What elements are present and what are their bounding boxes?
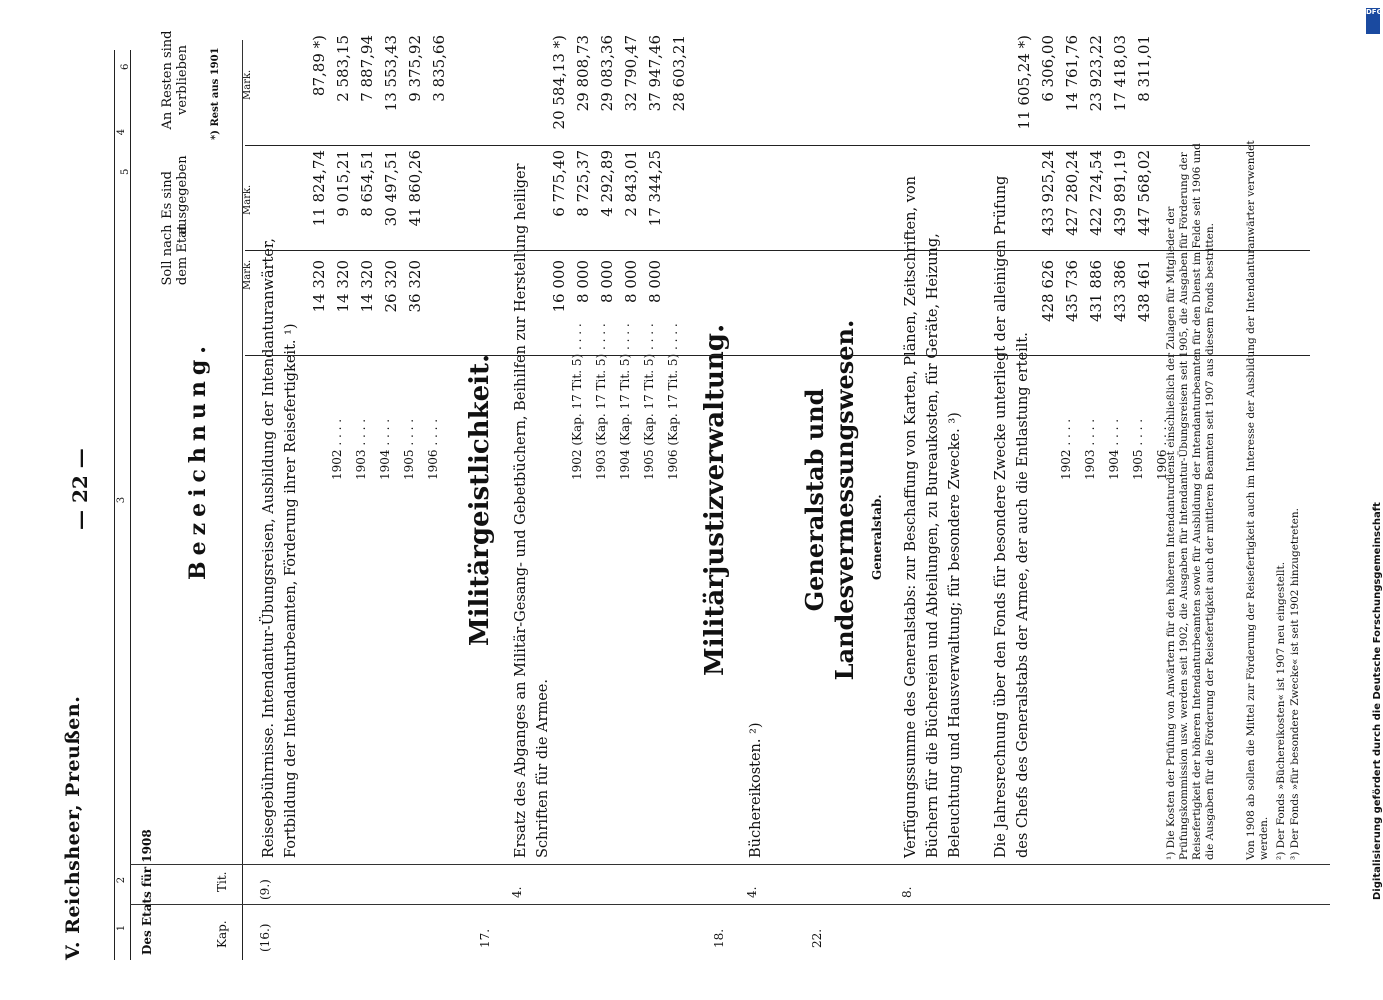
soll-value: 14 320 (334, 260, 352, 313)
row-17-text: Ersatz des Abganges an Militär-Gesang- und Gebetbüchern, Beihilfen zur Herstellung heiliger Schriften für die Armee. (513, 163, 551, 858)
col-number-1: 1 (116, 924, 127, 932)
dfg-badge: DFG (1366, 8, 1380, 34)
top-rule (114, 50, 115, 960)
soll-value: 433 386 (1111, 260, 1129, 323)
year-label: 1905 (Kap. 17 Tit. 5) . . . . (642, 323, 656, 480)
year-label: 1905 . . . . (402, 418, 416, 480)
aus-value: 422 724,54 (1087, 150, 1105, 236)
aus-value: 11 824,74 (310, 150, 328, 227)
rest-value: 23 923,22 (1087, 35, 1105, 112)
row-22-kap: 22. (810, 928, 824, 948)
soll-value: 8 000 (574, 260, 592, 303)
year-label: 1903 . . . . (354, 418, 368, 480)
year-label: 1903 (Kap. 17 Tit. 5) . . . . (594, 323, 608, 480)
soll-value: 14 320 (310, 260, 328, 313)
soll-value: 36 320 (406, 260, 424, 313)
rest-value: 8 311,01 (1135, 35, 1153, 102)
aus-value: 41 860,26 (406, 150, 424, 227)
aus-value: 439 891,19 (1111, 150, 1129, 236)
rest-value: 14 761,76 (1063, 35, 1081, 112)
col4-header-label: Soll nach dem Etat (160, 224, 190, 286)
sep-kap-tit (130, 904, 1330, 905)
tit-header: Tit. (215, 871, 229, 892)
footnote-1b: Von 1908 ab sollen die Mittel zur Förderung der Reisefertigkeit auch im Interesse der Ausbildung der Intendanturanwärter verwendet werden. (1245, 140, 1270, 860)
col-number-2: 2 (116, 876, 127, 884)
soll-value: 14 320 (358, 260, 376, 313)
aus-value: 6 775,40 (550, 150, 568, 217)
row-17-kap: 17. (478, 928, 492, 948)
sep-tit-text (130, 864, 1330, 865)
aus-value: 427 280,24 (1063, 150, 1081, 236)
aus-value: 8 654,51 (358, 150, 376, 217)
section-generalstab: Generalstab und Landesvermessungswesen. (800, 319, 859, 681)
page-number: — 22 — (68, 448, 92, 530)
year-label: 1904 . . . . (1107, 418, 1121, 480)
rest-value: 32 790,47 (622, 35, 640, 112)
col6-note: *) Rest aus 1901 (210, 47, 221, 140)
aus-value: 2 843,01 (622, 150, 640, 217)
col-number-3: 3 (116, 496, 127, 504)
aus-value: 4 292,89 (598, 150, 616, 217)
page-title: V. Reichsheer, Preußen. (62, 695, 84, 960)
aus-value: 30 497,51 (382, 150, 400, 227)
year-label: 1902 . . . . (330, 418, 344, 480)
col3-header: Bezeichnung. (185, 340, 211, 580)
kap-header: Kap. (215, 920, 229, 948)
rest-value: 13 553,43 (382, 35, 400, 112)
year-label: 1906 (Kap. 17 Tit. 5) . . . . (666, 323, 680, 480)
year-label: 1902 (Kap. 17 Tit. 5) . . . . (570, 323, 584, 480)
rest-value: 20 584,13 *) (550, 35, 568, 130)
rest-value: 37 947,46 (646, 35, 664, 112)
year-label: 1904 (Kap. 17 Tit. 5) . . . . (618, 323, 632, 480)
aus-value: 433 925,24 (1039, 150, 1057, 236)
soll-value: 431 886 (1087, 260, 1105, 323)
unit-6: Mark. (242, 69, 253, 100)
aus-value: 17 344,25 (646, 150, 664, 227)
section-militaerjustizverwaltung: Militärjustizverwaltung. (700, 323, 730, 677)
rest-value: 29 808,73 (574, 35, 592, 112)
header-vertical-rule (242, 40, 243, 360)
rest-value: 28 603,21 (670, 35, 688, 112)
soll-value: 8 000 (646, 260, 664, 303)
soll-value: 435 736 (1063, 260, 1081, 323)
col-number-4: 4 (116, 128, 127, 136)
col-number-rule (130, 50, 131, 960)
aus-value: 9 015,21 (334, 150, 352, 217)
numeric-column-rule (245, 145, 1310, 146)
unit-4: Mark. (242, 259, 253, 290)
rest-value: 87,89 *) (310, 35, 328, 97)
soll-value: 8 000 (598, 260, 616, 303)
row-18-kap: 18. (712, 928, 726, 948)
col-number-5-label: 5 (120, 168, 131, 175)
rest-value: 29 083,36 (598, 35, 616, 112)
col6-header-label: An Resten sind verblieben (160, 30, 190, 130)
rest-value: 6 306,00 (1039, 35, 1057, 102)
row-16-tit: (9.) (258, 879, 272, 900)
year-label: 1906 . . . . (426, 418, 440, 480)
row-18-tit: 4. (745, 886, 759, 898)
year-label: 1904 . . . . (378, 418, 392, 480)
rest-value: 17 418,03 (1111, 35, 1129, 112)
soll-value: 428 626 (1039, 260, 1057, 323)
year-label: 1906 . . . . (1155, 418, 1169, 480)
rest-value: 11 605,24 *) (1015, 35, 1033, 130)
soll-value: 438 461 (1135, 260, 1153, 323)
row-17-tit: 4. (510, 886, 524, 898)
soll-value: 8 000 (622, 260, 640, 303)
row-16-kap: (16.) (258, 923, 272, 952)
dfg-note: Digitalisierung gefördert durch die Deutsche Forschungsgemeinschaft (1372, 502, 1383, 900)
year-label: 1903 . . . . (1083, 418, 1097, 480)
footnote-2: ²) Der Fonds »Büchereikosten« ist 1907 neu eingestellt. (1275, 561, 1287, 860)
col5-header-label: Es sind ausgegeben (160, 155, 190, 235)
aus-value: 447 568,02 (1135, 150, 1153, 236)
row-22-text2: Die Jahresrechnung über den Fonds für besondere Zwecke unterliegt der alleinigen Prüfung des Chefs des Generalstabs der Armee, der auch die Entlastung erteilt. (993, 175, 1031, 858)
rest-value: 2 583,15 (334, 35, 352, 102)
row-22-tit: 8. (900, 886, 914, 898)
unit-5: Mark. (242, 184, 253, 215)
soll-value: 16 000 (550, 260, 568, 313)
numeric-column-rule (245, 355, 1310, 356)
soll-value: 26 320 (382, 260, 400, 313)
rest-value: 3 835,66 (430, 35, 448, 102)
aus-value: 8 725,37 (574, 150, 592, 217)
numeric-column-rule (245, 250, 1310, 251)
section-militaergeistlichkeit: Militärgeistlichkeit. (465, 353, 495, 647)
row-16-text: Reisegebührnisse. Intendantur-Übungsreisen, Ausbildung der Intendanturanwärter, Fortbildung der Intendanturbeamten, Förderung ihrer Reisefertigkeit. ¹) (261, 238, 299, 858)
footnote-1: ¹) Die Kosten der Prüfung von Anwärtern für den höheren Intendanturdienst einschließlich der Zulagen für Mitglieder der Prüfungskommission usw. werden seit 1902, die Ausgaben für Intendantur-Übungsreisen seit 1905, die Ausgaben für Förderung der Reisefertigkeit der höheren Intendanturbeamten sowie für Ausbildung der Intendanturbeamten für den Dienst im Felde seit 1906 und die Ausgaben für die Förderung der Reisefertigkeit auch der mittleren Beamten seit 1907 aus diesem Fonds bestritten. (1165, 143, 1216, 860)
col12-header: Des Etats für 1908 (140, 829, 154, 955)
footnote-3: ³) Der Fonds »für besondere Zwecke« ist seit 1902 hinzugetreten. (1289, 508, 1301, 860)
row-18-text: Büchereikosten. ²) (748, 722, 764, 858)
rest-value: 9 375,92 (406, 35, 424, 102)
col-number-6-label: 6 (120, 63, 131, 70)
rest-value: 7 887,94 (358, 35, 376, 102)
year-label: 1902 . . . . (1059, 418, 1073, 480)
year-label: 1905 . . . . (1131, 418, 1145, 480)
row-22-text: Verfügungssumme des Generalstabs: zur Beschaffung von Karten, Plänen, Zeitschriften, von Büchern für die Büchereien und Abteilungen, zu Bureaukosten, für Geräte, Heizung, Beleuchtung und Hausverwaltung; für besondere Zwecke. ³) (903, 176, 963, 858)
subsection-generalstab: Generalstab. (870, 494, 884, 580)
